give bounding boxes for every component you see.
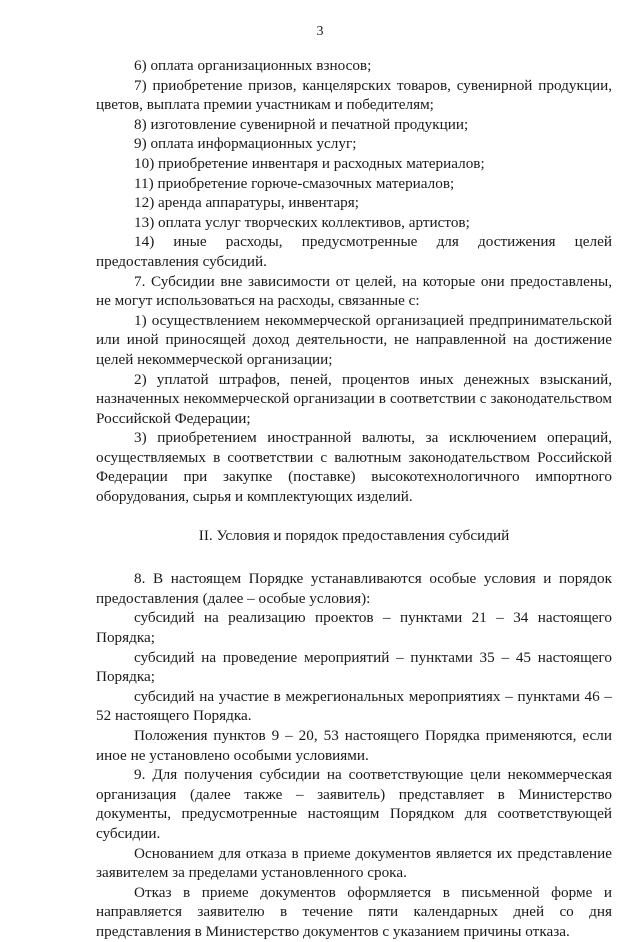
document-body xyxy=(96,56,612,942)
list-item-8: 8) изготовление сувенирной и печатной продукции; xyxy=(134,115,469,133)
list-item-11: 11) приобретение горюче-смазочных материалов; xyxy=(134,174,455,192)
list-item-9: 9) оплата информационных услуг; xyxy=(134,135,357,153)
list-item-14: 14) иные расходы, предусмотренные для достижения целей предоставления субсидий. xyxy=(96,233,612,270)
list-item-12: 12) аренда аппаратуры, инвентаря; xyxy=(134,194,359,212)
paragraph-8-condition-projects: субсидий на реализацию проектов – пунктами 21 – 34 настоящего Порядка; xyxy=(96,609,612,647)
paragraph-7-subitem-2: 2) уплатой штрафов, пеней, процентов иных денежных взысканий, назначенных некоммерческой организации в соответствии с законодательством Российской Федерации; xyxy=(96,370,612,427)
paragraph-7-subitem-3: 3) приобретением иностранной валюты, за исключением операций, осуществляемых в соответствии с валютным законодательством Российской Федерации при закупке (поставке) высокотехнологичного импортного оборудования, сырья и комплектующих изделий. xyxy=(96,429,612,506)
paragraph-7-subitem-1: 1) осуществлением некоммерческой организацией предпринимательской или иной приносящей доход деятельности, не направленной на достижение целей некоммерческой организации; xyxy=(96,311,612,368)
list-item-10: 10) приобретение инвентаря и расходных материалов; xyxy=(134,154,485,172)
list-item-6: 6) оплата организационных взносов; xyxy=(134,57,372,74)
list-item-7: 7) приобретение призов, канцелярских товаров, сувенирной продукции, цветов, выплата премии участникам и победителям; xyxy=(96,76,612,114)
paragraph-8-intro: 8. В настоящем Порядке устанавливаются особые условия и порядок предоставления (далее – особые условия): xyxy=(96,570,612,607)
paragraph-8-provisions: Положения пунктов 9 – 20, 53 настоящего Порядка применяются, если иное не установлено особыми условиями. xyxy=(96,727,612,764)
paragraph-9-refusal-basis: Основанием для отказа в приеме документов является их представление заявителем за пределами установленного срока. xyxy=(96,844,612,882)
paragraph-9-refusal-form: Отказ в приеме документов оформляется в письменной форме и направляется заявителю в течение пяти календарных дней со дня представления в Министерство документов с указанием причины отказа. xyxy=(96,883,612,940)
paragraph-8-condition-events: субсидий на проведение мероприятий – пунктами 35 – 45 настоящего Порядка; xyxy=(96,648,612,686)
paragraph-9: 9. Для получения субсидии на соответствующие цели некоммерческая организация (далее также – заявитель) представляет в Министерство документы, предусмотренные настоящим Порядком для соответствующей субсидии. xyxy=(96,766,612,842)
paragraph-7-intro: 7. Субсидии вне зависимости от целей, на которые они предоставлены, не могут использоваться на расходы, связанные с: xyxy=(96,272,612,310)
list-item-13: 13) оплата услуг творческих коллективов, артистов; xyxy=(134,213,470,231)
paragraph-8-condition-interregional: субсидий на участие в межрегиональных мероприятиях – пунктами 46 – 52 настоящего Порядка. xyxy=(96,687,612,725)
page-number: 3 xyxy=(316,24,324,39)
section-heading: II. Условия и порядок предоставления субсидий xyxy=(198,526,510,544)
